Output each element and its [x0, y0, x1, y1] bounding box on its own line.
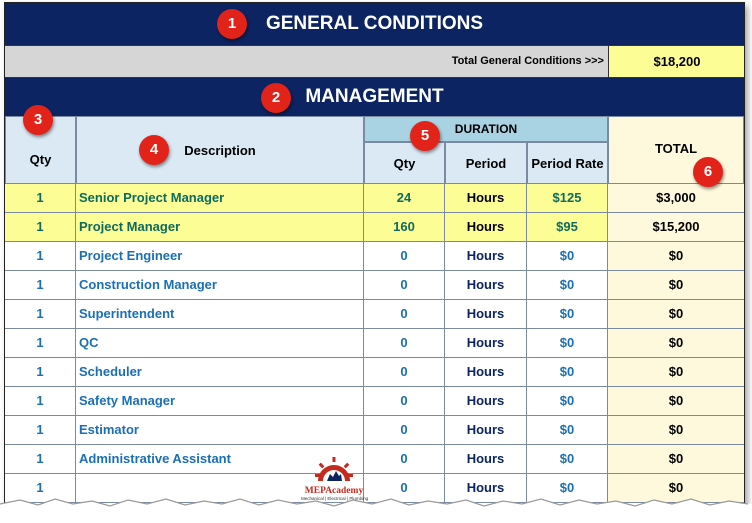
row-total-cell[interactable]: $0: [608, 416, 744, 444]
row-description-cell[interactable]: Superintendent: [76, 300, 364, 328]
row-duration-qty-cell[interactable]: 160: [364, 213, 445, 241]
row-rate-cell[interactable]: $0: [527, 329, 608, 357]
row-period-cell[interactable]: Hours: [445, 445, 527, 473]
row-rate-cell[interactable]: $125: [527, 184, 608, 212]
row-qty-cell[interactable]: 1: [5, 300, 76, 328]
row-qty-cell[interactable]: 1: [5, 445, 76, 473]
row-period-cell[interactable]: Hours: [445, 416, 527, 444]
header-duration: DURATION: [364, 116, 608, 142]
spreadsheet: [4, 2, 745, 510]
header-period: Period: [445, 142, 527, 184]
row-duration-qty-cell[interactable]: 0: [364, 271, 445, 299]
row-total-cell[interactable]: $15,200: [608, 213, 744, 241]
row-period-cell[interactable]: Hours: [445, 358, 527, 386]
row-period-cell[interactable]: Hours: [445, 271, 527, 299]
row-period-cell[interactable]: Hours: [445, 213, 527, 241]
logo-tagline: Mechanical | Electrical | Plumbing: [301, 496, 369, 501]
row-qty-cell[interactable]: 1: [5, 474, 76, 502]
row-duration-qty-cell[interactable]: 0: [364, 242, 445, 270]
row-description-cell[interactable]: Project Engineer: [76, 242, 364, 270]
row-qty-cell[interactable]: 1: [5, 387, 76, 415]
row-duration-qty-cell[interactable]: 0: [364, 474, 445, 502]
row-duration-qty-cell[interactable]: 0: [364, 358, 445, 386]
row-rate-cell[interactable]: $0: [527, 445, 608, 473]
table-row: [5, 242, 744, 271]
section-title: MANAGEMENT: [305, 86, 444, 107]
row-rate-cell[interactable]: $0: [527, 387, 608, 415]
row-rate-cell[interactable]: $0: [527, 358, 608, 386]
row-period-cell[interactable]: Hours: [445, 300, 527, 328]
row-total-cell[interactable]: $0: [608, 271, 744, 299]
title-banner: [5, 3, 744, 45]
row-duration-qty-cell[interactable]: 0: [364, 300, 445, 328]
table-row: [5, 300, 744, 329]
row-rate-cell[interactable]: $0: [527, 474, 608, 502]
table-row: [5, 271, 744, 300]
row-total-cell[interactable]: $0: [608, 358, 744, 386]
callout-badge-4: 4: [139, 135, 169, 165]
row-description-cell[interactable]: Scheduler: [76, 358, 364, 386]
row-duration-qty-cell[interactable]: 24: [364, 184, 445, 212]
row-total-cell[interactable]: $0: [608, 300, 744, 328]
callout-badge-2: 2: [261, 83, 291, 113]
table-row: [5, 358, 744, 387]
torn-edge: [0, 496, 752, 523]
row-total-cell[interactable]: $0: [608, 387, 744, 415]
table-row: [5, 213, 744, 242]
page-title: GENERAL CONDITIONS: [265, 13, 484, 34]
total-general-conditions-row: [5, 45, 744, 78]
row-qty-cell[interactable]: 1: [5, 242, 76, 270]
row-qty-cell[interactable]: 1: [5, 358, 76, 386]
row-duration-qty-cell[interactable]: 0: [364, 416, 445, 444]
total-value-cell[interactable]: $18,200: [608, 46, 745, 77]
table-row: [5, 184, 744, 213]
row-qty-cell[interactable]: 1: [5, 213, 76, 241]
row-description-cell[interactable]: Construction Manager: [76, 271, 364, 299]
table-row: [5, 445, 744, 474]
row-description-cell[interactable]: QC: [76, 329, 364, 357]
callout-badge-1: 1: [217, 9, 247, 39]
row-total-cell[interactable]: $0: [608, 242, 744, 270]
row-rate-cell[interactable]: $0: [527, 300, 608, 328]
table-row: [5, 329, 744, 358]
row-total-cell[interactable]: $0: [608, 329, 744, 357]
row-rate-cell[interactable]: $95: [527, 213, 608, 241]
row-total-cell[interactable]: $3,000: [608, 184, 744, 212]
row-duration-qty-cell[interactable]: 0: [364, 387, 445, 415]
row-description-cell[interactable]: Senior Project Manager: [76, 184, 364, 212]
callout-badge-3: 3: [23, 105, 53, 135]
row-rate-cell[interactable]: $0: [527, 271, 608, 299]
row-duration-qty-cell[interactable]: 0: [364, 445, 445, 473]
row-description-cell[interactable]: Project Manager: [76, 213, 364, 241]
row-period-cell[interactable]: Hours: [445, 242, 527, 270]
header-period-rate: Period Rate: [527, 142, 608, 184]
row-description-cell[interactable]: Estimator: [76, 416, 364, 444]
row-total-cell[interactable]: $0: [608, 445, 744, 473]
callout-badge-5: 5: [410, 121, 440, 151]
row-qty-cell[interactable]: 1: [5, 416, 76, 444]
row-description-cell[interactable]: Administrative Assistant: [76, 445, 364, 473]
row-rate-cell[interactable]: $0: [527, 416, 608, 444]
header-description: Description: [76, 116, 364, 184]
section-banner: [5, 78, 744, 116]
header-duration-qty: Qty: [364, 142, 445, 184]
logo-name: MEPAcademy: [304, 486, 364, 496]
row-total-cell[interactable]: $0: [608, 474, 744, 502]
row-qty-cell[interactable]: 1: [5, 271, 76, 299]
table-row: [5, 416, 744, 445]
row-qty-cell[interactable]: 1: [5, 184, 76, 212]
row-qty-cell[interactable]: 1: [5, 329, 76, 357]
total-label: Total General Conditions >>>: [451, 55, 604, 67]
row-period-cell[interactable]: Hours: [445, 387, 527, 415]
callout-badge-6: 6: [693, 157, 723, 187]
table-row: [5, 387, 744, 416]
row-period-cell[interactable]: Hours: [445, 474, 527, 502]
row-duration-qty-cell[interactable]: 0: [364, 329, 445, 357]
management-table-body: [5, 184, 744, 503]
row-description-cell[interactable]: Safety Manager: [76, 387, 364, 415]
header-total: TOTAL: [608, 116, 744, 184]
row-rate-cell[interactable]: $0: [527, 242, 608, 270]
header-qty: Qty: [5, 116, 76, 184]
row-period-cell[interactable]: Hours: [445, 184, 527, 212]
gear-logo-icon: [314, 455, 354, 481]
mep-academy-logo: [301, 455, 367, 499]
row-period-cell[interactable]: Hours: [445, 329, 527, 357]
